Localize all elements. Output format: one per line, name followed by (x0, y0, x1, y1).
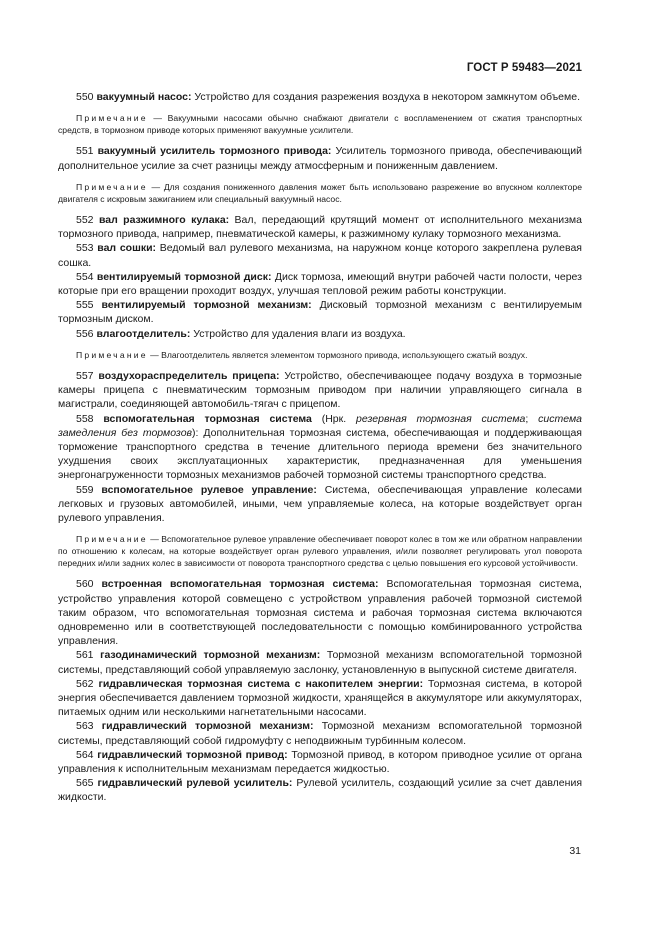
entry-definition: Тормозной привод, в котором приводное усилие от органа управления к исполнительным механизмам передается жидкостью. (58, 748, 582, 776)
term-entry-550 (58, 90, 582, 104)
note-559 (58, 533, 582, 569)
term-entry-557 (58, 369, 582, 412)
entry-number: 565 (76, 777, 94, 790)
entry-definition: Тормозной механизм вспомогательной тормозной системы, представляющий собой управляемую заслонку, установленную в выпускной системе двигателя. (58, 649, 582, 676)
entry-definition: ): Дополнительная тормозная система, обеспечивающая и поддерживающая торможение транспортного средства в течение длительного периода времени без значительного ухудшения своих эксплуатационных характеристик, предназначенная для уменьшения энергонагруженности тормозных механизмов рабочей тормозной системы транспортного средства. (58, 426, 582, 482)
entry-definition: Диск тормоза, имеющий внутри рабочей части полости, через которые при его вращении проходит воздух, улучшая тепловой режим работы конструкции. (58, 270, 582, 297)
entry-synonym-prefix: (Нрк. (311, 412, 356, 425)
entry-deprecated-term: система замедления без тормозов (58, 412, 583, 439)
entry-term: гидравлическая тормозная система с накопителем энергии: (98, 677, 424, 690)
entry-definition: Дисковый тормозной механизм с вентилируемым тормозным диском. (58, 299, 582, 326)
note-551 (58, 181, 582, 205)
note-text: — Влагоотделитель является элементом тормозного привода, использующего сжатый воздух. (147, 349, 528, 360)
page-number: 31 (569, 845, 581, 857)
entry-term: газодинамический тормозной механизм: (100, 649, 321, 662)
entry-definition: Вал, передающий крутящий момент от исполнительного механизма тормозного привода, например, пневматической камеры, к разжимному кулаку тормозного механизма. (58, 213, 582, 241)
entry-term: гидравлический тормозной механизм: (101, 720, 314, 733)
entry-number: 564 (76, 748, 94, 761)
term-entry-559 (58, 483, 582, 526)
term-entry-558 (58, 412, 582, 483)
note-text: — Для создания пониженного давления может быть использовано разрежение во впускном коллекторе двигателя с искровым зажиганием или специальный вакуумный насос. (58, 181, 582, 204)
entry-definition: Устройство для удаления влаги из воздуха. (190, 327, 406, 340)
entry-number: 552 (76, 213, 94, 226)
term-entry-555 (58, 298, 582, 326)
entry-number: 560 (76, 578, 94, 591)
entry-definition: Тормозная система, в которой энергия обеспечивается давлением тормозной жидкости, хранящейся в аккумуляторе или аккумуляторах, питаемых одним или несколькими нагнетательными насосами. (58, 677, 582, 719)
entry-separator: ; (525, 412, 539, 425)
entry-term: вспомогательная тормозная система (103, 412, 312, 425)
document-body (58, 90, 582, 805)
term-entry-551 (58, 144, 582, 172)
entry-term: влагоотделитель: (96, 327, 191, 340)
entry-definition: Устройство, обеспечивающее подачу воздуха в тормозные камеры прицепа с пневматическим тормозным приводом при наличии управляющего сигнала в магистрали, соединяющей автомобиль-тягач с прицепом. (58, 369, 582, 411)
entry-term: вентилируемый тормозной механизм: (101, 299, 312, 312)
entry-number: 553 (76, 242, 94, 255)
document-header: ГОСТ Р 59483—2021 (466, 62, 582, 74)
entry-term: вспомогательное рулевое управление: (101, 483, 317, 496)
entry-definition: Ведомый вал рулевого механизма, на наружном конце которого закреплена рулевая сошка. (58, 242, 582, 269)
entry-term: гидравлический тормозной привод: (97, 748, 288, 761)
term-entry-553 (58, 241, 582, 269)
entry-number: 556 (76, 327, 94, 340)
note-label: Примечание (76, 113, 148, 124)
note-556 (58, 349, 582, 361)
entry-number: 561 (76, 649, 94, 662)
entry-term: вал разжимного кулака: (98, 213, 230, 226)
entry-term: вакуумный насос: (96, 91, 192, 103)
note-label: Примечание (76, 181, 148, 192)
note-label: Примечание (76, 534, 148, 545)
note-text: — Вакуумными насосами обычно снабжают двигатели с воспламенением от сжатия транспортных средств, в тормозном приводе которых применяют вакуумные усилители. (58, 113, 582, 136)
entry-number: 563 (76, 720, 94, 733)
entry-term: вакуумный усилитель тормозного привода: (97, 145, 332, 158)
entry-deprecated-term: резервная тормозная система (355, 412, 526, 425)
entry-term: вентилируемый тормозной диск: (96, 270, 272, 283)
entry-number: 551 (76, 145, 94, 158)
entry-number: 562 (76, 677, 94, 690)
term-entry-562 (58, 677, 582, 720)
entry-number: 559 (76, 483, 94, 496)
entry-number: 550 (76, 91, 94, 103)
term-entry-561 (58, 648, 582, 676)
entry-number: 557 (76, 369, 94, 382)
note-label: Примечание (76, 349, 148, 360)
term-entry-560 (58, 577, 582, 648)
entry-term: вал сошки: (97, 242, 157, 255)
entry-number: 555 (76, 299, 94, 312)
entry-definition: Тормозной механизм вспомогательной тормозной системы, представляющий собой гидромуфту с неподвижным турбинным колесом. (58, 720, 582, 747)
note-550 (58, 112, 582, 136)
entry-term: воздухораспределитель прицепа: (98, 369, 280, 382)
note-text: — Вспомогательное рулевое управление обеспечивает поворот колес в том же или обратном направлении по отношению к колесам, на которые воздействует орган рулевого управления, и/или позволяет регулировать угол поворота передних и/или задних колес в зависимости от поворота транспортного средства с целью повышения его курсовой устойчивости. (58, 534, 582, 569)
entry-term: встроенная вспомогательная тормозная система: (101, 578, 379, 591)
term-entry-554 (58, 270, 582, 298)
term-entry-565 (58, 776, 582, 804)
entry-definition: Усилитель тормозного привода, обеспечивающий дополнительное усилие за счет разницы между атмосферным и пониженным давлением. (58, 145, 582, 172)
entry-number: 558 (76, 412, 94, 425)
term-entry-552 (58, 213, 582, 241)
entry-definition: Рулевой усилитель, создающий усилие за счет давления жидкости. (58, 777, 583, 804)
entry-term: гидравлический рулевой усилитель: (97, 777, 293, 790)
term-entry-556 (58, 327, 582, 341)
entry-number: 554 (76, 270, 94, 283)
entry-definition: Система, обеспечивающая управление колесами легковых и грузовых автомобилей, иными, чем управляемые колеса, на которые воздействует орган рулевого управления. (58, 483, 582, 524)
term-entry-564 (58, 748, 582, 776)
entry-definition: Вспомогательная тормозная система, устройство управления которой совмещено с устройством управления рабочей тормозной системой таким образом, что вспомогательная тормозная система и рабочая тормозная система включаются одновременно или в соответствующей последовательности с помощью комбинированного устройства управления. (58, 578, 582, 648)
term-entry-563 (58, 719, 582, 747)
entry-definition: Устройство для создания разрежения воздуха в некотором замкнутом объеме. (191, 91, 580, 103)
